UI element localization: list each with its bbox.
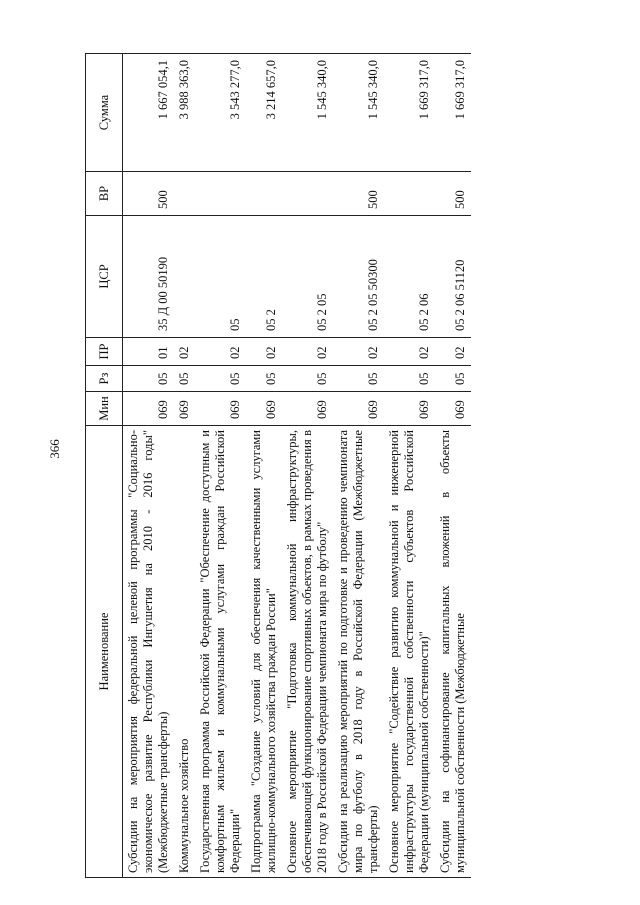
row-min: 069 (246, 392, 282, 426)
row-name: Основное мероприятие "Подготовка коммунальной инфраструктуры, обеспечивающей функционирование спортивных объектов, в рамках проведения в 2018 году в Российской Федерации чемпионата мира по футболу" (282, 426, 333, 878)
row-rz: 05 (195, 366, 246, 392)
row-name: Подпрограмма "Создание условий для обеспечения качественными услугами жилищно-коммунального хозяйства граждан России" (246, 426, 282, 878)
row-sum: 1 667 054,1 (123, 54, 175, 172)
row-csr: 05 2 05 50300 (333, 216, 384, 338)
row-name: Субсидии на софинансирование капитальных вложений в объекты муниципальной собственности (Межбюджетные (435, 426, 471, 878)
header-min: Мин (86, 392, 123, 426)
row-vr (282, 172, 333, 216)
row-min: 069 (123, 392, 175, 426)
row-vr: 500 (123, 172, 175, 216)
row-vr (195, 172, 246, 216)
row-pr: 02 (282, 338, 333, 366)
rotated-table-wrapper (85, 54, 557, 878)
row-sum: 1 669 317,0 (435, 54, 471, 172)
row-sum: 3 988 363,0 (174, 54, 195, 172)
row-pr: 02 (174, 338, 195, 366)
table-row (195, 54, 246, 878)
header-name: Наименование (86, 426, 123, 878)
row-csr: 05 2 06 51120 (435, 216, 471, 338)
header-csr: ЦСР (86, 216, 123, 338)
row-csr: 05 2 06 (384, 216, 435, 338)
row-pr: 02 (435, 338, 471, 366)
row-csr (174, 216, 195, 338)
header-sum: Сумма (86, 54, 123, 172)
table-row (282, 54, 333, 878)
row-name: Основное мероприятие "Содействие развитию коммунальной и инженерной инфраструктуры государственной собственности субъектов Российской Федерации (муниципальной собственности)" (384, 426, 435, 878)
budget-table (85, 53, 471, 878)
row-csr: 35 Д 00 50190 (123, 216, 175, 338)
row-sum: 1 545 340,0 (333, 54, 384, 172)
row-min: 069 (174, 392, 195, 426)
page-number: 366 (47, 439, 62, 459)
table-header-row (86, 54, 123, 878)
row-sum: 3 214 657,0 (246, 54, 282, 172)
row-vr (174, 172, 195, 216)
table-row (435, 54, 471, 878)
row-csr: 05 (195, 216, 246, 338)
row-name: Государственная программа Российской Федерации "Обеспечение доступным и комфортным жильем и коммунальными услугами граждан Российской Федерации" (195, 426, 246, 878)
row-min: 069 (333, 392, 384, 426)
row-min: 069 (435, 392, 471, 426)
row-pr: 02 (384, 338, 435, 366)
row-rz: 05 (282, 366, 333, 392)
row-vr (384, 172, 435, 216)
row-rz: 05 (333, 366, 384, 392)
row-vr: 500 (435, 172, 471, 216)
header-rz: Рз (86, 366, 123, 392)
row-name: Субсидии на реализацию мероприятий по подготовке и проведению чемпионата мира по футболу в 2018 году в Российской Федерации (Межбюджетные трансферты) (333, 426, 384, 878)
row-rz: 05 (246, 366, 282, 392)
row-sum: 3 543 277,0 (195, 54, 246, 172)
table-row (333, 54, 384, 878)
row-pr: 02 (333, 338, 384, 366)
table-row (246, 54, 282, 878)
header-pr: ПР (86, 338, 123, 366)
row-csr: 05 2 (246, 216, 282, 338)
row-sum: 1 669 317,0 (384, 54, 435, 172)
row-csr: 05 2 05 (282, 216, 333, 338)
table-row (384, 54, 435, 878)
table-row (174, 54, 195, 878)
row-min: 069 (384, 392, 435, 426)
row-rz: 05 (435, 366, 471, 392)
row-rz: 05 (123, 366, 175, 392)
row-pr: 02 (246, 338, 282, 366)
row-name: Субсидии на мероприятия федеральной целевой программы "Социально-экономическое развитие Республики Ингушетия на 2010 - 2016 годы" (Межбюджетные трансферты) (123, 426, 175, 878)
row-sum: 1 545 340,0 (282, 54, 333, 172)
row-name: Коммунальное хозяйство (174, 426, 195, 878)
row-vr: 500 (333, 172, 384, 216)
row-pr: 02 (195, 338, 246, 366)
header-vr: ВР (86, 172, 123, 216)
row-rz: 05 (384, 366, 435, 392)
row-pr: 01 (123, 338, 175, 366)
table-row (123, 54, 175, 878)
row-rz: 05 (174, 366, 195, 392)
row-min: 069 (282, 392, 333, 426)
row-vr (246, 172, 282, 216)
row-min: 069 (195, 392, 246, 426)
